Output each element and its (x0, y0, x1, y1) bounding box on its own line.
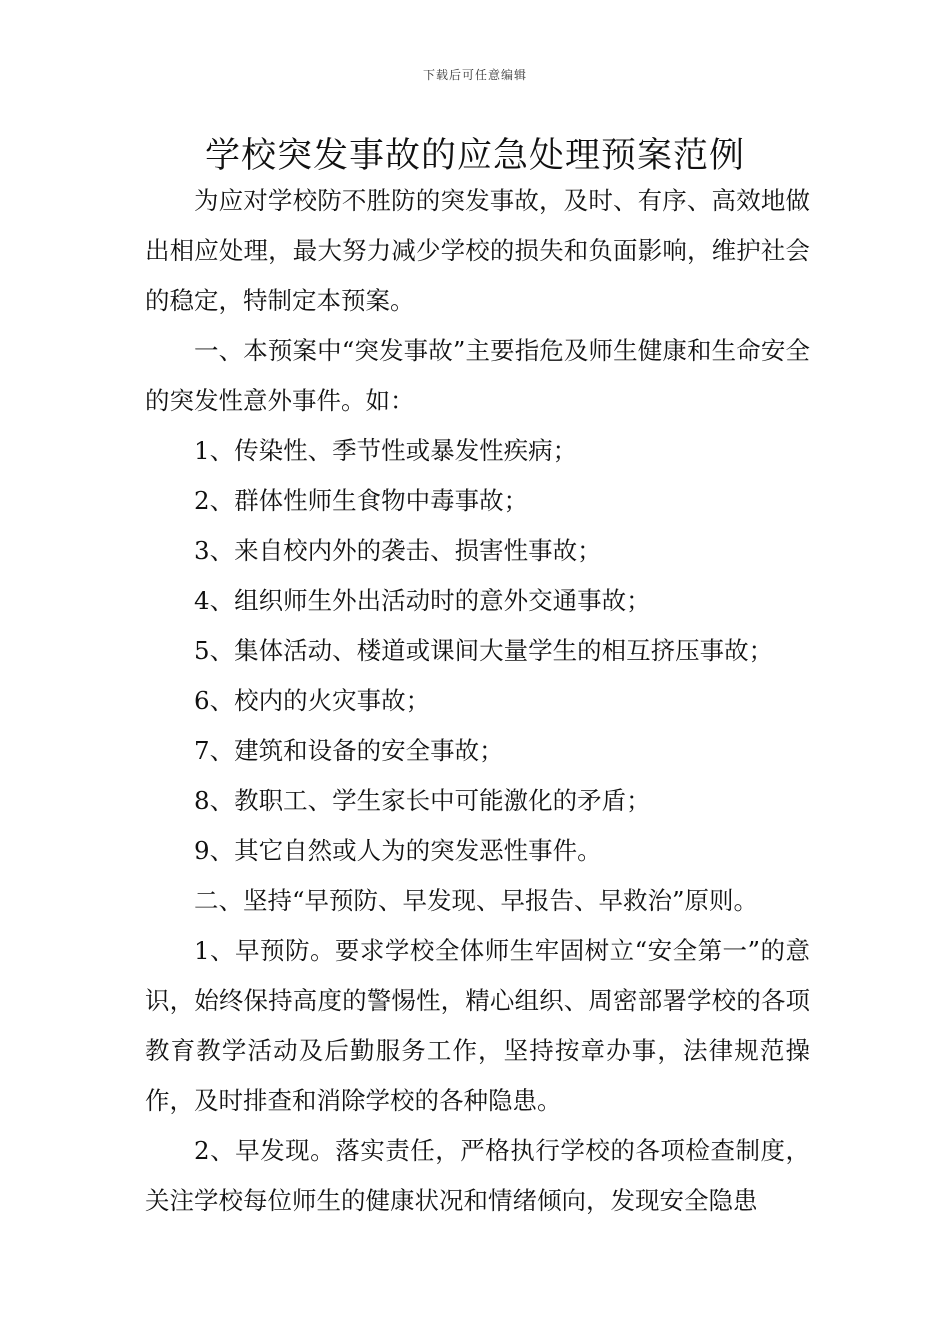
list-item: 2、群体性师生食物中毒事故； (194, 486, 529, 515)
document-body (145, 176, 810, 1226)
header-note: 下载后可任意编辑 (422, 68, 527, 82)
document-title: 学校突发事故的应急处理预案范例 (204, 136, 745, 176)
list-item: 9、其它自然或人为的突发恶性事件。 (194, 836, 602, 865)
list-item: 4、组织师生外出活动时的意外交通事故； (194, 586, 651, 615)
list-item: 3、来自校内外的袭击、损害性事故； (194, 536, 602, 565)
intro-paragraph: 为应对学校防不胜防的突发事故，及时、有序、高效地做出相应处理，最大努力减少学校的损失和负面影响，维护社会的稳定，特制定本预案。 (145, 186, 810, 315)
principle-paragraph: 2、早发现。落实责任，严格执行学校的各项检查制度，关注学校每位师生的健康状况和情绪倾向，发现安全隐患 (145, 1136, 810, 1215)
section-one-heading: 一、本预案中“突发事故”主要指危及师生健康和生命安全的突发性意外事件。如： (145, 336, 810, 415)
principle-paragraph: 1、早预防。要求学校全体师生牢固树立“安全第一”的意识，始终保持高度的警惕性，精心组织、周密部署学校的各项教育教学活动及后勤服务工作，坚持按章办事，法律规范操作，及时排查和消除学校的各种隐患。 (145, 936, 810, 1115)
section-two-heading: 二、坚持“早预防、早发现、早报告、早救治”原则。 (194, 886, 759, 915)
list-item: 5、集体活动、楼道或课间大量学生的相互挤压事故； (194, 636, 774, 665)
list-item: 7、建筑和设备的安全事故； (194, 736, 504, 765)
list-item: 8、教职工、学生家长中可能激化的矛盾； (194, 786, 651, 815)
list-item: 6、校内的火灾事故； (194, 686, 431, 715)
list-item: 1、传染性、季节性或暴发性疾病； (194, 436, 578, 465)
